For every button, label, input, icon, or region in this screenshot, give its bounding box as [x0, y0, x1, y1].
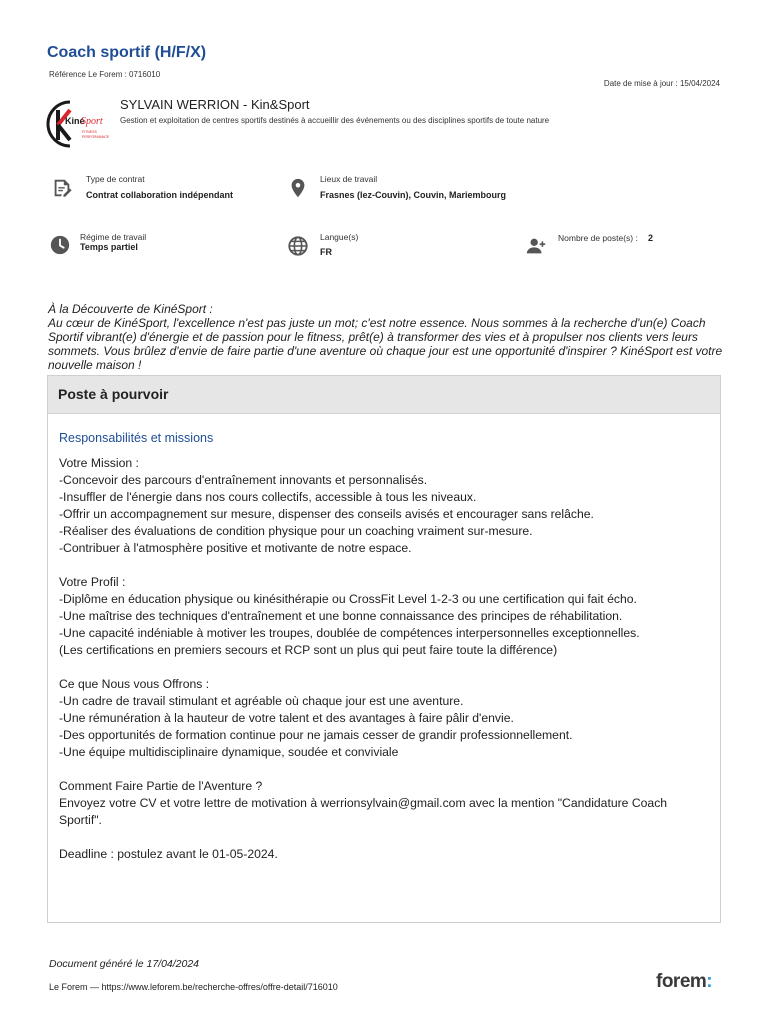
- language-label: Langue(s): [320, 232, 359, 242]
- map-pin-icon: [287, 177, 309, 199]
- add-person-icon: [525, 235, 547, 257]
- document-generated-date: Document généré le 17/04/2024: [49, 958, 200, 970]
- svg-text:Kiné: Kiné: [65, 116, 85, 126]
- globe-icon: [287, 235, 309, 257]
- positions-value: 2: [648, 233, 654, 243]
- company-name: SYLVAIN WERRION - Kin&Sport: [120, 97, 310, 112]
- work-location-value: Frasnes (lez-Couvin), Couvin, Mariembourg: [320, 190, 507, 200]
- company-description: Gestion et exploitation de centres sportifs destinés à accueillir des événements ou des disciplines sportifs de toute nature: [120, 116, 550, 125]
- panel-header: Poste à pourvoir: [48, 376, 720, 414]
- positions-label: Nombre de poste(s) :: [558, 233, 638, 243]
- forem-logo: [656, 971, 712, 993]
- footer-url: Le Forem — https://www.leforem.be/recherche-offres/offre-detail/716010: [49, 982, 338, 992]
- reference-number: Référence Le Forem : 0716010: [49, 70, 161, 79]
- language-value: FR: [320, 247, 332, 257]
- svg-text:Sport: Sport: [81, 116, 103, 127]
- contract-type-label: Type de contrat: [86, 174, 145, 184]
- contract-type-value: Contrat collaboration indépendant: [86, 190, 234, 200]
- job-title: Coach sportif (H/F/X): [47, 44, 207, 61]
- intro-text: [48, 302, 728, 372]
- job-details-panel: [47, 375, 721, 923]
- contract-edit-icon: [51, 177, 73, 199]
- work-regime-value: Temps partiel: [80, 242, 138, 252]
- intro-paragraph: À la Découverte de KinéSport : Au cœur de KinéSport, l'excellence n'est pas juste un mot; c'est notre essence. Nous sommes à la recherche d'un(e) Coach Sportif vibrant(e) d'énergie et de passion pour le fitness, prêt(e) à transformer des vies et à propulser nos clients vers leurs sommets. Vous brûlez d'envie de faire partie d'une aventure où chaque jour est une opportunité d'inspirer ? KinéSport est votre nouvelle maison !: [48, 302, 723, 372]
- job-description: Votre Mission : -Concevoir des parcours d'entraînement innovants et personnalisés. -Insuffler de l'énergie dans nos cours collectifs, accessible à tous les niveaux. -Offrir un accompagnement sur mesure, dispenser des conseils avisés et encourager sans relâche. -Réaliser des évaluations de condition physique pour un coaching vraiment sur-mesure. -Contribuer à l'atmosphère positive et motivante de notre espace. Votre Profil : -Diplôme en éducation physique ou kinésithérapie ou CrossFit Level 1-2-3 ou une certification qui fait écho. -Une maîtrise des techniques d'entraînement et une bonne connaissance des principes de réhabilitation. -Une capacité indéniable à motiver les troupes, doublée de compétences interpersonnelles exceptionnelles. (Les certifications en premiers secours et RCP sont un plus qui peut faire toute la différence) Ce que Nous vous Offrons : -Un cadre de travail stimulant et agréable où chaque jour est une aventure. -Une rémunération à la hauteur de votre talent et des avantages à faire pâlir d'envie. -Des opportunités de formation continue pour ne jamais cesser de grandir professionnellement. -Une équipe multidisciplinaire dynamique, soudée et conviviale Comment Faire Partie de l'Aventure ? Envoyez votre CV et votre lettre de motivation à werrionsylvain@gmail.com avec la mention "Candidature Coach Sportif". Deadline : postulez avant le 01-05-2024.: [59, 456, 668, 861]
- company-logo: [48, 96, 110, 152]
- svg-text:FITNESS: FITNESS: [82, 130, 97, 134]
- work-regime-label: Régime de travail: [80, 232, 147, 242]
- clock-icon: [49, 234, 71, 256]
- work-location-label: Lieux de travail: [320, 174, 378, 184]
- update-date: Date de mise à jour : 15/04/2024: [603, 79, 720, 88]
- forem-logo-dot: :: [706, 971, 713, 992]
- svg-text:PERFORMANCE: PERFORMANCE: [82, 135, 110, 139]
- forem-logo-text: forem: [656, 971, 707, 992]
- section-title: Responsabilités et missions: [59, 431, 214, 445]
